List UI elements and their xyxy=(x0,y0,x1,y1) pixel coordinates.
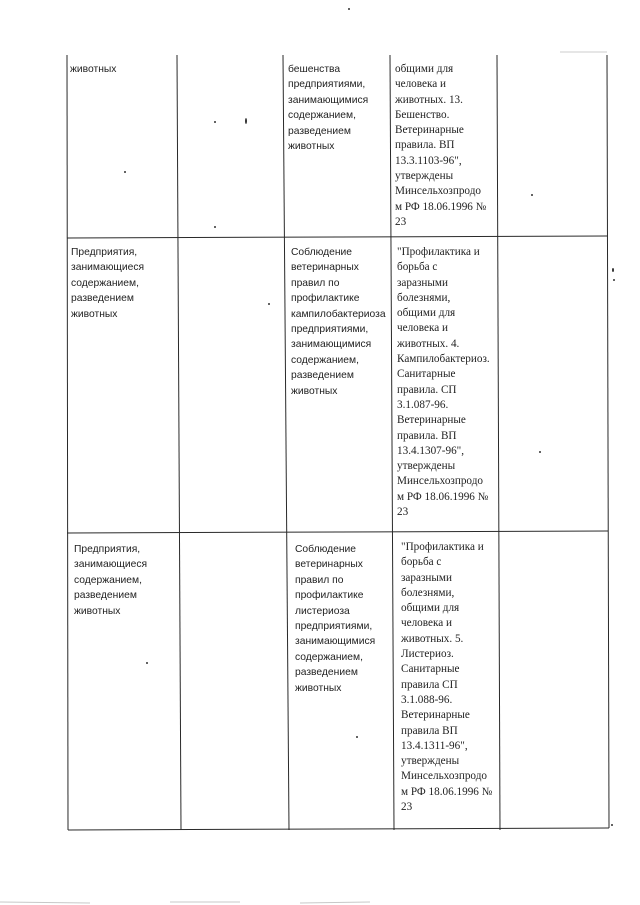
row-3-requirement: Соблюдение ветеринарных правил по профилактике листериоза предприятиями, занимающимися содержанием, разведением животных xyxy=(295,544,376,694)
col-divider-1 xyxy=(177,55,181,830)
col-divider-2 xyxy=(283,55,289,830)
row-divider-2 xyxy=(67,531,608,533)
row-2-subject: Предприятия, занимающиеся содержанием, разведением животных xyxy=(71,247,145,320)
scan-speck xyxy=(124,171,126,173)
scan-speck xyxy=(214,226,216,228)
col-divider-4 xyxy=(497,55,500,830)
row-2-document: "Профилактика и борьба с заразными болезнями, общими для человека и животных. 4. Кампилобактериоз. Санитарные правила. СП 3.1.087-96. Ветеринарные правила. ВП 13.4.1307-96", утверждены Минсельхозпродо м РФ 18.06.1996 № 23 xyxy=(397,246,490,519)
row-3-subject: Предприятия, занимающиеся содержанием, разведением животных xyxy=(74,544,148,617)
row-1-requirement: бешенства предприятиями, занимающимися содержанием, разведением животных xyxy=(288,64,369,153)
table-border-right xyxy=(607,55,609,828)
col-divider-3 xyxy=(390,55,394,830)
row-1-document: общими для человека и животных. 13. Бешенство. Ветеринарные правила. ВП 13.3.1103-96", утверждены Минсельхозпродо м РФ 18.06.1996 № 23 xyxy=(395,63,487,228)
scan-speck xyxy=(245,118,247,124)
scan-speck xyxy=(611,824,613,826)
scan-speck xyxy=(348,8,350,10)
scan-speck xyxy=(539,451,541,453)
scan-speck xyxy=(356,736,358,738)
scan-speck xyxy=(268,303,270,305)
scan-speck xyxy=(531,194,533,196)
scan-speck xyxy=(146,662,148,664)
scan-speck xyxy=(613,279,615,281)
row-2-requirement: Соблюдение ветеринарных правил по профилактике кампилобактериоза предприятиями, занимающимися содержанием, разведением животных xyxy=(291,247,386,397)
table-border-left xyxy=(67,55,68,830)
row-divider-1 xyxy=(67,236,608,238)
row-3-document: "Профилактика и борьба с заразными болезнями, общими для человека и животных. 5. Листериоз. Санитарные правила СП 3.1.088-96. Ветеринарные правила ВП 13.4.1311-96", утверждены Минсельхозпродо м РФ 18.06.1996 № 23 xyxy=(401,541,493,814)
row-1-subject: животных xyxy=(70,64,117,75)
row-divider-3 xyxy=(68,828,609,830)
scan-speck xyxy=(612,268,614,272)
scan-speck xyxy=(214,121,216,123)
